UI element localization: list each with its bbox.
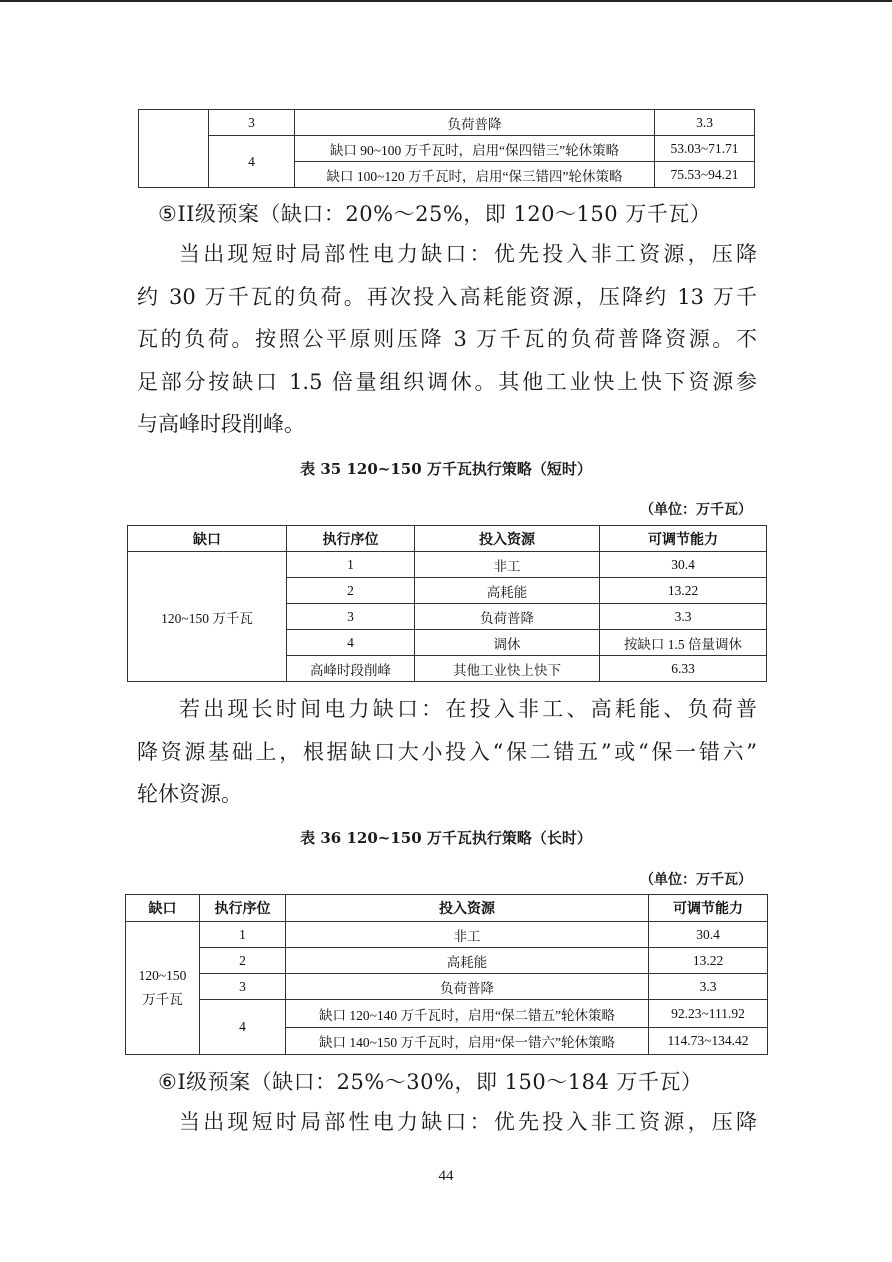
column-header: 可调节能力	[600, 526, 767, 552]
paragraph-short-term-gap	[137, 233, 757, 446]
resource-cell: 缺口 120~140 万千瓦时，启用“保二错五”轮休策略	[286, 1000, 649, 1028]
column-header: 缺口	[126, 895, 200, 922]
capacity-cell: 6.33	[600, 656, 767, 682]
page-number: 44	[438, 1168, 454, 1184]
table-row	[126, 1000, 768, 1028]
gap-cell-line: 万千瓦	[142, 992, 183, 1007]
table-row	[126, 974, 768, 1000]
capacity-cell: 30.4	[600, 552, 767, 578]
table-row	[126, 948, 768, 974]
resource-cell: 高耗能	[286, 948, 649, 974]
capacity-cell: 13.22	[649, 948, 768, 974]
resource-cell: 负荷普降	[415, 604, 600, 630]
resource-cell: 缺口 90~100 万千瓦时，启用“保四错三”轮休策略	[295, 136, 655, 162]
seq-cell: 1	[287, 552, 415, 578]
gap-cell	[126, 922, 200, 1055]
resource-cell: 非工	[286, 922, 649, 948]
capacity-cell: 114.73~134.42	[649, 1028, 768, 1055]
capacity-cell: 3.3	[655, 110, 755, 136]
table-row	[128, 552, 767, 578]
column-header: 可调节能力	[649, 895, 768, 922]
seq-cell: 高峰时段削峰	[287, 656, 415, 682]
page-top-border	[0, 0, 892, 2]
capacity-cell: 53.03~71.71	[655, 136, 755, 162]
resource-cell: 其他工业快上快下	[415, 656, 600, 682]
table-row	[139, 110, 755, 136]
seq-cell: 2	[287, 578, 415, 604]
gap-cell	[139, 110, 209, 188]
paragraph-long-term-gap	[137, 688, 757, 816]
resource-cell: 负荷普降	[286, 974, 649, 1000]
column-header: 执行序位	[287, 526, 415, 552]
table-35-caption: 表 35 120~150 万千瓦执行策略（短时）	[300, 460, 592, 478]
resource-cell: 缺口 140~150 万千瓦时，启用“保一错六”轮休策略	[286, 1028, 649, 1055]
column-header: 投入资源	[286, 895, 649, 922]
paragraph-line: 与高峰时段削峰。	[137, 412, 305, 436]
seq-cell: 4	[209, 136, 295, 188]
paragraph-level-1-short-term	[137, 1101, 757, 1144]
paragraph-line: 当出现短时局部性电力缺口：优先投入非工资源，压降	[179, 1110, 757, 1134]
paragraph-line: 约 30 万千瓦的负荷。再次投入高耗能资源，压降约 13 万千	[137, 284, 757, 309]
paragraph-line: 轮休资源。	[137, 782, 242, 806]
table-34-continued	[138, 109, 755, 188]
table-row	[126, 922, 768, 948]
table-36-unit: （单位：万千瓦）	[640, 872, 752, 888]
table-row	[139, 136, 755, 162]
column-header: 缺口	[128, 526, 287, 552]
paragraph-line: 当出现短时局部性电力缺口：优先投入非工资源，压降	[179, 242, 757, 266]
capacity-cell: 92.23~111.92	[649, 1000, 768, 1028]
paragraph-line: 降资源基础上，根据缺口大小投入“保二错五”或“保一错六”	[137, 739, 757, 764]
column-header: 投入资源	[415, 526, 600, 552]
table-35-unit: （单位：万千瓦）	[640, 502, 752, 518]
gap-cell-line: 120~150	[138, 968, 187, 983]
seq-cell: 3	[287, 604, 415, 630]
capacity-cell: 按缺口 1.5 倍量调休	[600, 630, 767, 656]
paragraph-line: 瓦的负荷。按照公平原则压降 3 万千瓦的负荷普降资源。不	[137, 327, 757, 351]
seq-cell: 2	[200, 948, 286, 974]
paragraph-line: 足部分按缺口 1.5 倍量组织调休。其他工业快上快下资源参	[137, 369, 757, 394]
table-header-row	[128, 526, 767, 552]
capacity-cell: 75.53~94.21	[655, 162, 755, 188]
resource-cell: 调休	[415, 630, 600, 656]
seq-cell: 3	[209, 110, 295, 136]
section-heading-level-1: ⑥I级预案（缺口：25%～30%，即 150～184 万千瓦）	[158, 1070, 703, 1094]
table-35	[127, 525, 767, 682]
seq-cell: 3	[200, 974, 286, 1000]
paragraph-line: 若出现长时间电力缺口：在投入非工、高耗能、负荷普	[179, 697, 757, 721]
seq-cell: 1	[200, 922, 286, 948]
capacity-cell: 30.4	[649, 922, 768, 948]
resource-cell: 非工	[415, 552, 600, 578]
table-36-caption: 表 36 120~150 万千瓦执行策略（长时）	[300, 829, 592, 847]
gap-cell: 120~150 万千瓦	[128, 552, 287, 682]
capacity-cell: 3.3	[600, 604, 767, 630]
seq-cell: 4	[200, 1000, 286, 1055]
resource-cell: 负荷普降	[295, 110, 655, 136]
capacity-cell: 13.22	[600, 578, 767, 604]
section-heading-level-2: ⑤II级预案（缺口：20%～25%，即 120～150 万千瓦）	[158, 202, 712, 226]
column-header: 执行序位	[200, 895, 286, 922]
seq-cell: 4	[287, 630, 415, 656]
capacity-cell: 3.3	[649, 974, 768, 1000]
table-header-row	[126, 895, 768, 922]
resource-cell: 缺口 100~120 万千瓦时，启用“保三错四”轮休策略	[295, 162, 655, 188]
resource-cell: 高耗能	[415, 578, 600, 604]
table-36	[125, 894, 768, 1055]
